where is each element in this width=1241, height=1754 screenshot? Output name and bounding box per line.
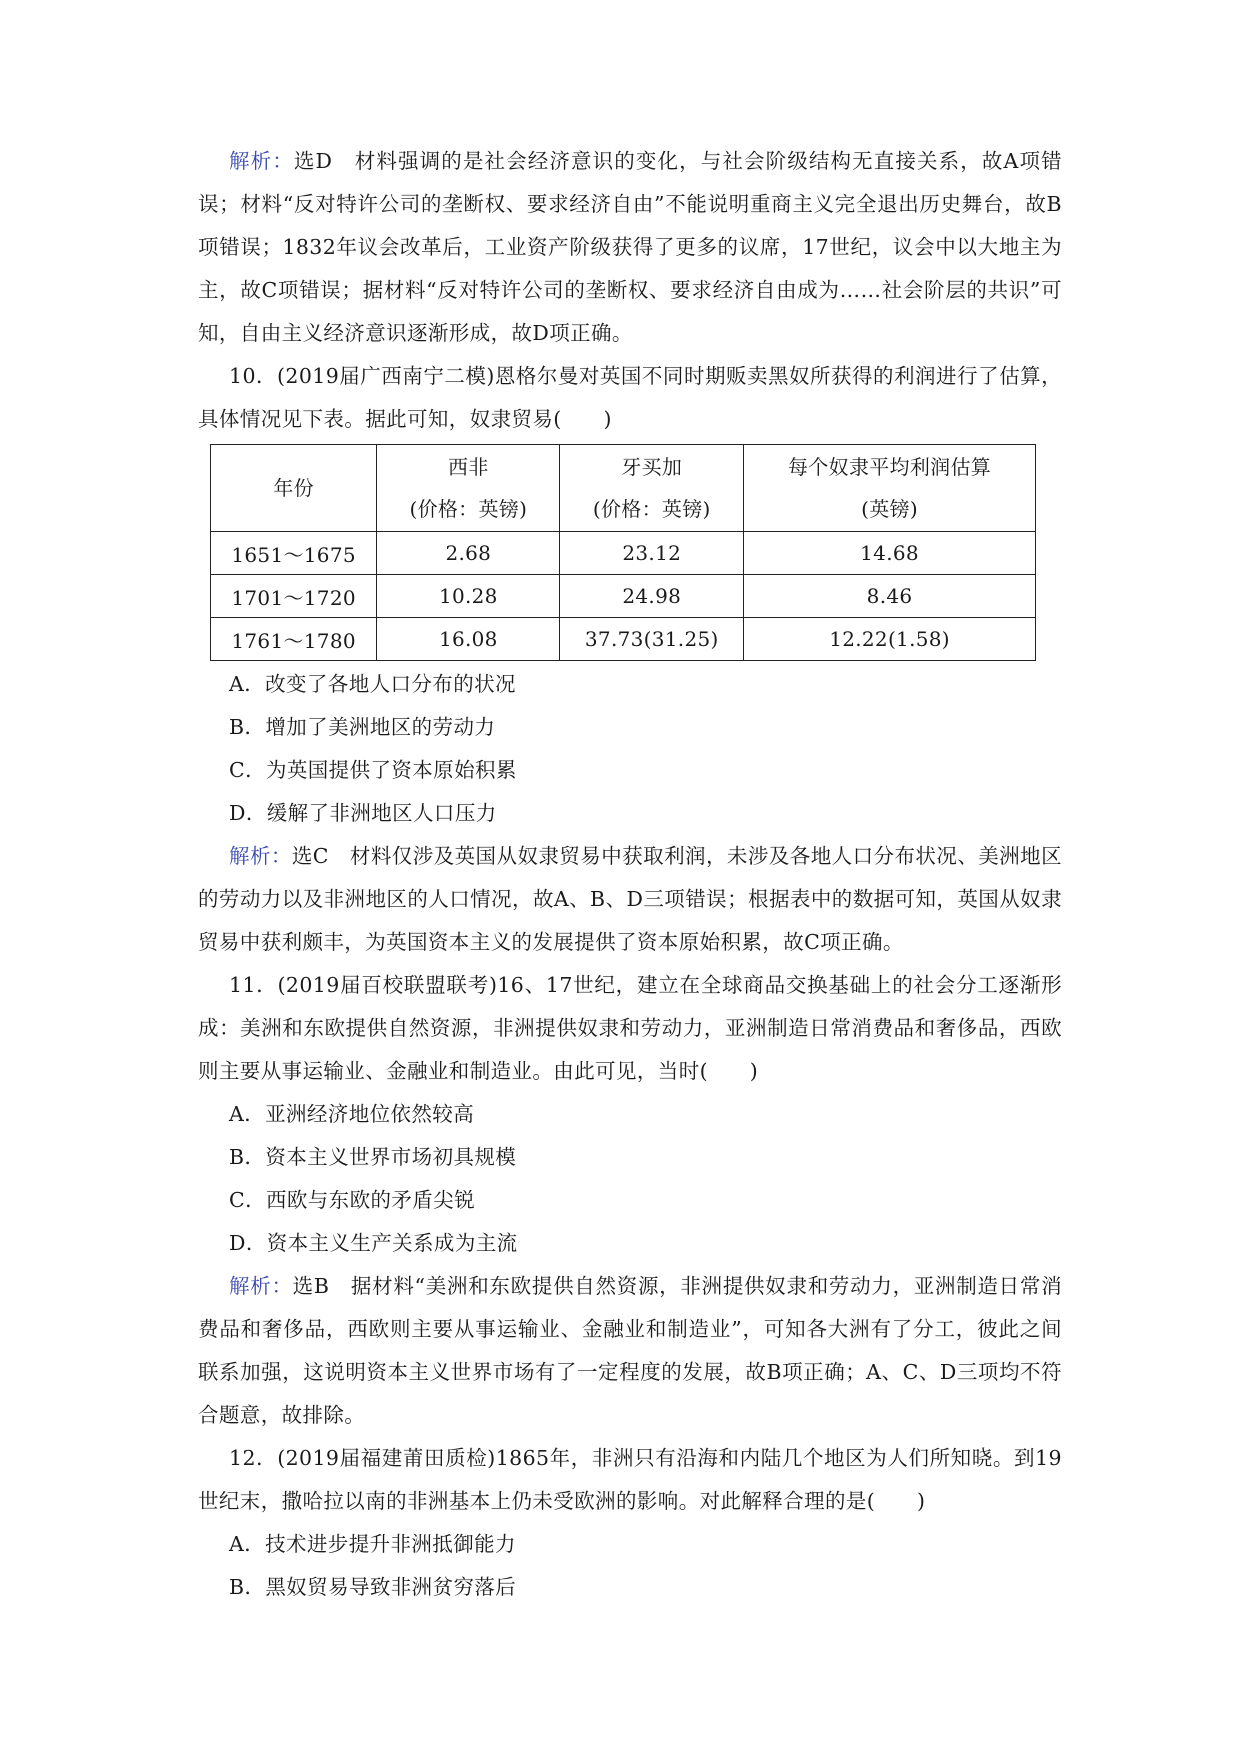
analysis-text: 选C 材料仅涉及英国从奴隶贸易中获取利润，未涉及各地人口分布状况、美洲地区的劳动力以及非洲地区的人口情况，故A、B、D三项错误；根据表中的数据可知，英国从奴隶贸易中获利颇丰，为英国资本主义的发展提供了资本原始积累，故C项正确。 <box>198 844 1062 954</box>
q11-option-d: D．资本主义生产关系成为主流 <box>229 1231 518 1255</box>
q10-stem: 10．(2019届广西南宁二模)恩格尔曼对英国不同时期贩卖黑奴所获得的利润进行了估算，具体情况见下表。据此可知，奴隶贸易( ) <box>198 364 1062 431</box>
q10-analysis <box>198 835 1062 964</box>
q10-option-a: A．改变了各地人口分布的状况 <box>229 672 516 696</box>
q11-analysis <box>198 1265 1062 1437</box>
q9-analysis <box>198 140 1062 355</box>
table-row <box>211 575 1036 618</box>
q11-option-c: C．西欧与东欧的矛盾尖锐 <box>229 1188 475 1212</box>
cell-profit: 8.46 <box>744 575 1036 618</box>
cell-west-africa: 2.68 <box>377 532 560 575</box>
cell-profit: 12.22(1.58) <box>744 618 1036 661</box>
q10-option-d: D．缓解了非洲地区人口压力 <box>229 801 497 825</box>
q11-stem: 11．(2019届百校联盟联考)16、17世纪，建立在全球商品交换基础上的社会分工逐渐形成：美洲和东欧提供自然资源，非洲提供奴隶和劳动力，亚洲制造日常消费品和奢侈品，西欧则主要从事运输业、金融业和制造业。由此可见，当时( ) <box>198 973 1062 1083</box>
cell-year: 1761～1780 <box>211 618 377 661</box>
slave-trade-profit-table <box>210 444 1036 661</box>
cell-west-africa: 10.28 <box>377 575 560 618</box>
cell-west-africa: 16.08 <box>377 618 560 661</box>
table-row <box>211 618 1036 661</box>
header-profit: 每个奴隶平均利润估算 (英镑) <box>744 445 1036 532</box>
q12-stem: 12．(2019届福建莆田质检)1865年，非洲只有沿海和内陆几个地区为人们所知晓。到19世纪末，撒哈拉以南的非洲基本上仍未受欧洲的影响。对此解释合理的是( ) <box>198 1446 1062 1513</box>
analysis-label: 解析： <box>229 844 292 868</box>
table-header-row <box>211 445 1036 532</box>
cell-jamaica: 23.12 <box>560 532 744 575</box>
document-page <box>198 140 1062 1609</box>
table-row <box>211 532 1036 575</box>
cell-jamaica: 24.98 <box>560 575 744 618</box>
cell-jamaica: 37.73(31.25) <box>560 618 744 661</box>
q10-option-b: B．增加了美洲地区的劳动力 <box>229 715 496 739</box>
cell-year: 1651～1675 <box>211 532 377 575</box>
q10-option-c: C．为英国提供了资本原始积累 <box>229 758 517 782</box>
cell-profit: 14.68 <box>744 532 1036 575</box>
q11-option-a: A．亚洲经济地位依然较高 <box>229 1102 475 1126</box>
analysis-text: 选B 据材料“美洲和东欧提供自然资源，非洲提供奴隶和劳动力，亚洲制造日常消费品和奢侈品，西欧则主要从事运输业、金融业和制造业”，可知各大洲有了分工，彼此之间联系加强，这说明资本主义世界市场有了一定程度的发展，故B项正确；A、C、D三项均不符合题意，故排除。 <box>198 1274 1063 1427</box>
q12-option-a: A．技术进步提升非洲抵御能力 <box>229 1532 516 1556</box>
header-jamaica: 牙买加 (价格：英镑) <box>560 445 744 532</box>
analysis-label: 解析： <box>229 1274 293 1298</box>
header-west-africa: 西非 (价格：英镑) <box>377 445 560 532</box>
cell-year: 1701～1720 <box>211 575 377 618</box>
q11-option-b: B．资本主义世界市场初具规模 <box>229 1145 517 1169</box>
analysis-label: 解析： <box>229 149 294 173</box>
analysis-text: 选D 材料强调的是社会经济意识的变化，与社会阶级结构无直接关系，故A项错误；材料“反对特许公司的垄断权、要求经济自由”不能说明重商主义完全退出历史舞台，故B项错误；1832年议会改革后，工业资产阶级获得了更多的议席，17世纪，议会中以大地主为主，故C项错误；据材料“反对特许公司的垄断权、要求经济自由成为……社会阶层的共识”可知，自由主义经济意识逐渐形成，故D项正确。 <box>198 149 1063 345</box>
header-year: 年份 <box>211 445 377 532</box>
q12-option-b: B．黑奴贸易导致非洲贫穷落后 <box>229 1575 517 1599</box>
